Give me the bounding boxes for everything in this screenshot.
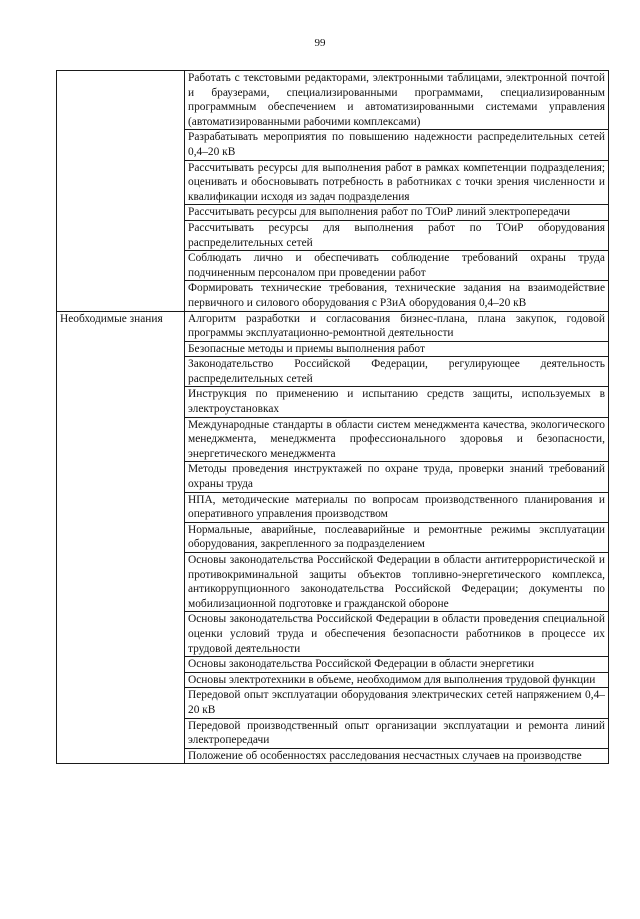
knowledge-item: Международные стандарты в области систем менеджмента качества, экологического менеджмента, менеджмента профессионального здоровья и безопасности, энергетического менеджмента xyxy=(185,417,609,462)
knowledge-item: Основы законодательства Российской Федерации в области энергетики xyxy=(185,657,609,673)
knowledge-item: Алгоритм разработки и согласования бизнес-плана, плана закупок, годовой программы эксплуатационно-ремонтной деятельности xyxy=(185,311,609,341)
knowledge-item: Передовой опыт эксплуатации оборудования электрических сетей напряжением 0,4–20 кВ xyxy=(185,688,609,718)
knowledge-item: Законодательство Российской Федерации, регулирующее деятельность распределительных сетей xyxy=(185,357,609,387)
page-number: 99 xyxy=(314,37,326,49)
knowledge-item: Методы проведения инструктажей по охране труда, проверки знаний требований охраны труда xyxy=(185,462,609,492)
knowledge-item: Инструкция по применению и испытанию средств защиты, используемых в электроустановках xyxy=(185,387,609,417)
knowledge-label: Необходимые знания xyxy=(57,311,185,764)
ability-item: Разрабатывать мероприятия по повышению надежности распределительных сетей 0,4–20 кВ xyxy=(185,130,609,160)
ability-item: Соблюдать лично и обеспечивать соблюдение требований охраны труда подчиненным персоналом при проведении работ xyxy=(185,251,609,281)
ability-item: Формировать технические требования, технические задания на взаимодействие первичного и силового оборудования с РЗиА оборудования 0,4–20 кВ xyxy=(185,281,609,311)
ability-item: Рассчитывать ресурсы для выполнения работ в рамках компетенции подразделения; оценивать и обосновывать потребность в работниках с точки зрения численности и квалификации исходя из задач подразделения xyxy=(185,160,609,205)
knowledge-item: Основы электротехники в объеме, необходимом для выполнения трудовой функции xyxy=(185,672,609,688)
knowledge-item: НПА, методические материалы по вопросам производственного планирования и оперативного управления производством xyxy=(185,492,609,522)
knowledge-item: Основы законодательства Российской Федерации в области проведения специальной оценки условий труда и обеспечения безопасности работников в процессе их трудовой деятельности xyxy=(185,612,609,657)
abilities-label-cell xyxy=(57,71,185,312)
ability-item: Рассчитывать ресурсы для выполнения работ по ТОиР линий электропередачи xyxy=(185,205,609,221)
ability-item: Работать с текстовыми редакторами, электронными таблицами, электронной почтой и браузерами, специализированными программами, специализированным программным обеспечением и автоматизированными системами управления (автоматизированными рабочими комплексами) xyxy=(185,71,609,130)
knowledge-item: Передовой производственный опыт организации эксплуатации и ремонта линий электропередачи xyxy=(185,718,609,748)
ability-item: Рассчитывать ресурсы для выполнения работ по ТОиР оборудования распределительных сетей xyxy=(185,220,609,250)
knowledge-item: Нормальные, аварийные, послеаварийные и ремонтные режимы эксплуатации оборудования, закрепленного за подразделением xyxy=(185,522,609,552)
table-row xyxy=(57,311,609,341)
knowledge-item: Положение об особенностях расследования несчастных случаев на производстве xyxy=(185,748,609,764)
competency-table xyxy=(56,70,609,764)
knowledge-item: Основы законодательства Российской Федерации в области антитеррористической и противокриминальной защиты объектов топливно-энергетического комплекса, антикоррупционного законодательства Российской Федерации; документы по мобилизационной подготовке и гражданской обороне xyxy=(185,553,609,612)
knowledge-item: Безопасные методы и приемы выполнения работ xyxy=(185,341,609,357)
table-row xyxy=(57,71,609,130)
